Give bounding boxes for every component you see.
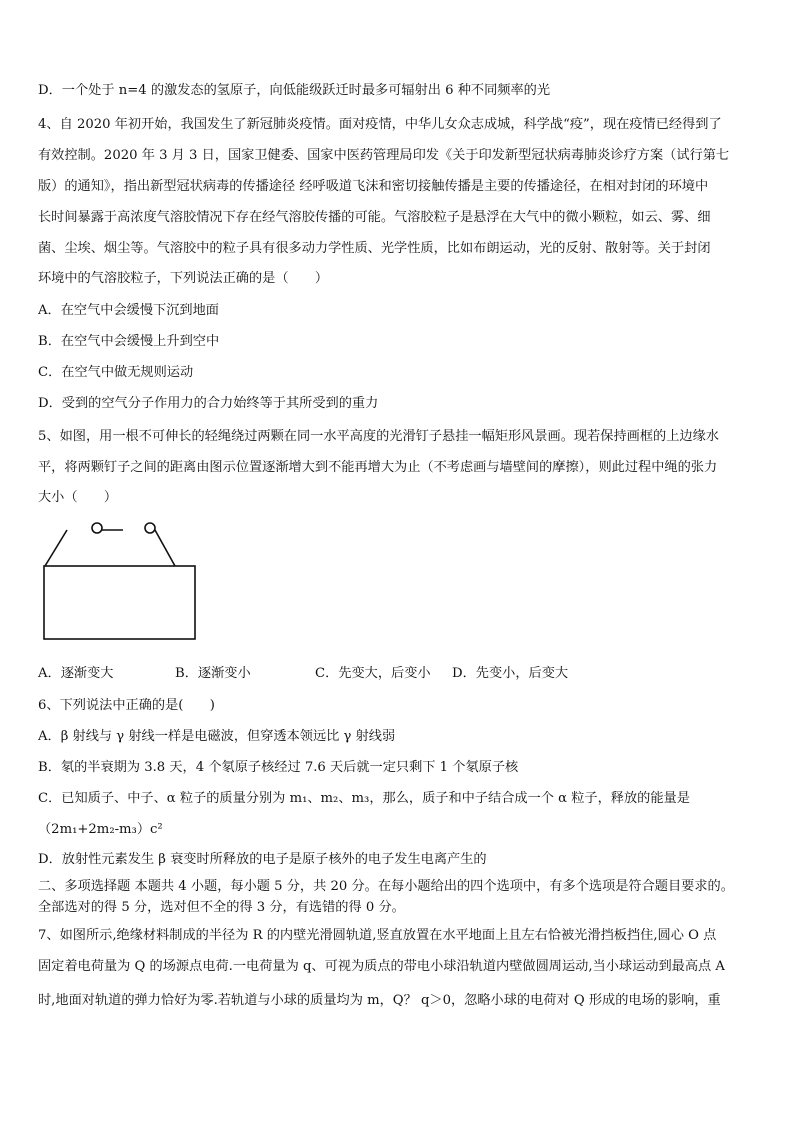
q3-option-d: D．一个处于 n=4 的激发态的氢原子，向低能级跃迁时最多可辐射出 6 种不同频率的光	[38, 83, 551, 98]
q6-option-c-formula: （2m₁+2m₂-m₃）c²	[38, 822, 163, 837]
q5-option-d: D．先变小，后变大	[452, 666, 569, 681]
q4-option-b: B．在空气中会缓慢上升到空中	[38, 334, 220, 349]
q4-stem-line-1: 4、自 2020 年初开始，我国发生了新冠肺炎疫情。面对疫情，中华儿女众志成城，科学战“疫”，现在疫情已经得到了	[38, 117, 722, 132]
q4-option-d: D．受到的空气分子作用力的合力始终等于其所受到的重力	[38, 396, 379, 411]
q4-stem-line-3: 版）的通知》，指出新型冠状病毒的传播途径 经呼吸道飞沫和密切接触传播是主要的传播途径，在相对封闭的环境中	[38, 179, 709, 194]
q5-option-a: A．逐渐变大	[38, 666, 114, 681]
q4-stem-line-4: 长时间暴露于高浓度气溶胶情况下存在经气溶胶传播的可能。气溶胶粒子是悬浮在大气中的微小颗粒，如云、雾、细	[38, 210, 711, 225]
q5-stem-line-1: 5、如图，用一根不可伸长的轻绳绕过两颗在同一水平高度的光滑钉子悬挂一幅矩形风景画。现若保持画框的上边缘水	[38, 429, 719, 444]
q5-stem-line-3: 大小（ ）	[38, 490, 118, 505]
q7-stem-line-2: 固定着电荷量为 Q 的场源点电荷.一电荷量为 q、可视为质点的带电小球沿轨道内壁做圆周运动,当小球运动到最高点 A	[38, 959, 725, 974]
hanging-picture-diagram	[40, 516, 200, 642]
q5-option-c: C．先变大，后变小	[315, 666, 431, 681]
q6-stem: 6、下列说法中正确的是( )	[38, 698, 215, 713]
q4-option-c: C．在空气中做无规则运动	[38, 365, 194, 380]
q6-option-a: A．β 射线与 γ 射线一样是电磁波，但穿透本领远比 γ 射线弱	[38, 729, 396, 744]
q4-option-a: A．在空气中会缓慢下沉到地面	[38, 303, 219, 318]
left-rope-segment	[45, 530, 67, 566]
section-two-scoring: 全部选对的得 5 分，选对但不全的得 3 分，有选错的得 0 分。	[38, 900, 405, 915]
q4-stem-line-6: 环境中的气溶胶粒子，下列说法正确的是（ ）	[38, 271, 329, 286]
q6-option-b: B．氡的半衰期为 3.8 天，4 个氡原子核经过 7.6 天后就一定只剩下 1 个氡原子核	[38, 760, 519, 775]
section-two-heading: 二、多项选择题 本题共 4 小题，每小题 5 分，共 20 分。在每小题给出的四个选项中，有多个选项是符合题目要求的。	[38, 879, 734, 894]
picture-frame	[44, 566, 195, 639]
q4-stem-line-2: 有效控制。2020 年 3 月 3 日，国家卫健委、国家中医药管理局印发《关于印发新型冠状病毒肺炎诊疗方案（试行第七	[38, 148, 730, 163]
q5-option-b: B．逐渐变小	[175, 666, 251, 681]
left-nail	[92, 523, 102, 533]
right-nail	[145, 523, 155, 533]
q6-option-d: D．放射性元素发生 β 衰变时所释放的电子是原子核外的电子发生电离产生的	[38, 852, 487, 867]
q5-stem-line-2: 平，将两颗钉子之间的距离由图示位置逐渐增大到不能再增大为止（不考虑画与墙壁间的摩擦），则此过程中绳的张力	[38, 460, 718, 475]
q6-option-c: C．已知质子、中子、α 粒子的质量分别为 m₁、m₂、m₃，那么，质子和中子结合成一个 α 粒子，释放的能量是	[38, 791, 690, 806]
q4-stem-line-5: 菌、尘埃、烟尘等。气溶胶中的粒子具有很多动力学性质、光学性质，比如布朗运动，光的反射、散射等。关于封闭	[38, 241, 711, 256]
q7-stem-line-3: 时,地面对轨道的弹力恰好为零.若轨道与小球的质量均为 m，Q？ q＞0，忽略小球的电荷对 Q 形成的电场的影响，重	[38, 993, 721, 1008]
right-rope-segment	[155, 530, 175, 566]
q7-stem-line-1: 7、如图所示,绝缘材料制成的半径为 R 的内壁光滑圆轨道,竖直放置在水平地面上且左右恰被光滑挡板挡住,圆心 O 点	[38, 928, 717, 943]
